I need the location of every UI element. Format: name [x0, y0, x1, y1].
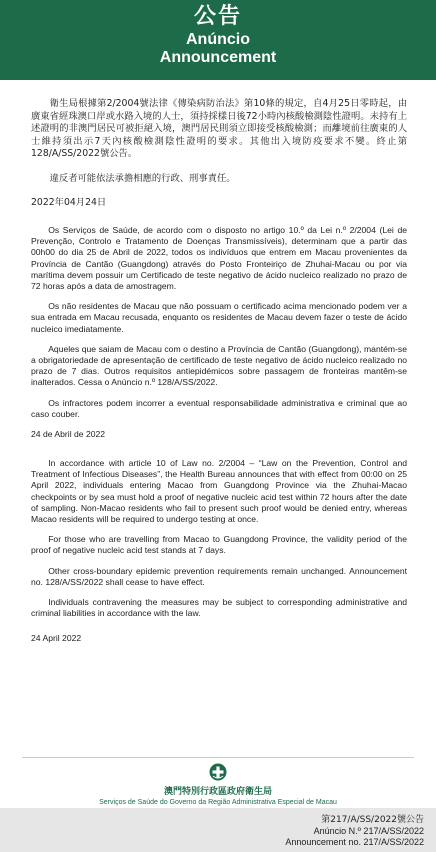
en-date: 24 April 2022 — [31, 633, 82, 644]
pt-paragraph-3: Aqueles que saiam de Macau com o destino a Província de Cantão (Guangdong), mantém-se a obrigatoriedade de apresentação de certificado de teste negativo de ácido nucleico realizado no prazo de 7 dias. Outros requisitos antiepidémicos sobre passagem de fronteiras mantêm-se inalterados. Cessa o Anúncio n.º 128/A/SS/2022. — [31, 343, 407, 388]
announcement-body — [31, 98, 407, 662]
org-name-pt: Serviços de Saúde do Governo da Região Administrativa Especial de Macau — [99, 799, 337, 806]
reference-pt: Anúncio N.º 217/A/SS/2022 — [313, 826, 424, 836]
zh-paragraph-2: 違反者可能依法承擔相應的行政、刑事責任。 — [49, 172, 236, 184]
reference-bar — [0, 808, 436, 852]
footer-organisation — [0, 763, 436, 807]
health-bureau-logo-icon — [209, 763, 227, 781]
pt-paragraph-1: Os Serviços de Saúde, de acordo com o disposto no artigo 10.º da Lei n.º 2/2004 (Lei de Prevenção, Controlo e Tratamento de Doenças Transmissíveis), determinam que a partir das 00h00 do dia 25 de Abril de 2022, todos os indivíduos que entrem em Macau provenientes da Província de Cantão (Guangdong) através do Posto Fronteiriço de Zhuhai-Macau ou por via marítima devem possuir um Certificado de teste negativo de ácido nucleico realizado no prazo de 72 horas após a data de amostragem. — [31, 225, 407, 292]
org-name-zh: 澳門特別行政區政府衛生局 — [163, 787, 272, 797]
en-paragraph-3: Other cross-boundary epidemic prevention requirements remain unchanged. Announcement no. 128/A/SS/2022 shall cease to have effect. — [31, 565, 407, 587]
reference-en: Announcement no. 217/A/SS/2022 — [285, 837, 424, 847]
announcement-reference — [285, 815, 424, 848]
en-paragraph-1: In accordance with article 10 of Law no. 2/2004 – “Law on the Prevention, Control and Treatment of Infectious Diseases”, the Health Bureau announces that with effect from 00:00 on 25 April 2022, individuals entering Macao from Guangdong Province via the Zhuhai-Macao checkpoints or by sea must hold a proof of negative nucleic acid test within 72 hours after the date of sampling. Non-Macao residents who fail to present such proof would be denied entry, whereas Macao residents will be required to undergo testing at once. — [31, 458, 407, 525]
pt-date: 24 de Abril de 2022 — [31, 429, 106, 440]
title-zh: 公告 — [193, 4, 242, 29]
title-pt: Anúncio — [186, 31, 250, 48]
en-paragraph-2: For those who are travelling from Macao to Guangdong Province, the validity period of the proof of negative nucleic acid test stands at 7 days. — [31, 534, 407, 556]
zh-date: 2022年04月24日 — [31, 197, 107, 208]
footer-divider — [22, 757, 414, 758]
en-paragraph-4: Individuals contravening the measures may be subject to corresponding administrative and criminal liabilities in accordance with the law. — [31, 597, 407, 619]
pt-paragraph-4: Os infractores podem incorrer a eventual responsabilidade administrativa e criminal que ao caso couber. — [31, 397, 407, 419]
reference-zh: 第217/A/SS/2022號公告 — [321, 815, 424, 825]
zh-paragraph-1: 衛生局根據第2/2004號法律《傳染病防治法》第10條的規定，自4月25日零時起，由廣東省經珠澳口岸或水路入境的人士，須持採樣日後72小時內核酸檢測陰性證明。未持有上述證明的非澳門居民可被拒絕入境，澳門居民則須立即接受核酸檢測；而離境前往廣東的人士維持須出示7天內核酸檢測陰性證明的要求。其他出入境防疫要求不變。終止第128/A/SS/2022號公告。 — [31, 98, 407, 159]
title-en: Announcement — [159, 49, 277, 66]
pt-paragraph-2: Os não residentes de Macau que não possuam o certificado acima mencionado podem ver a sua entrada em Macau recusada, enquanto os residentes de Macau devem fazer o teste de ácido nucleico imediatamente. — [31, 301, 407, 334]
announcement-header — [0, 0, 436, 80]
